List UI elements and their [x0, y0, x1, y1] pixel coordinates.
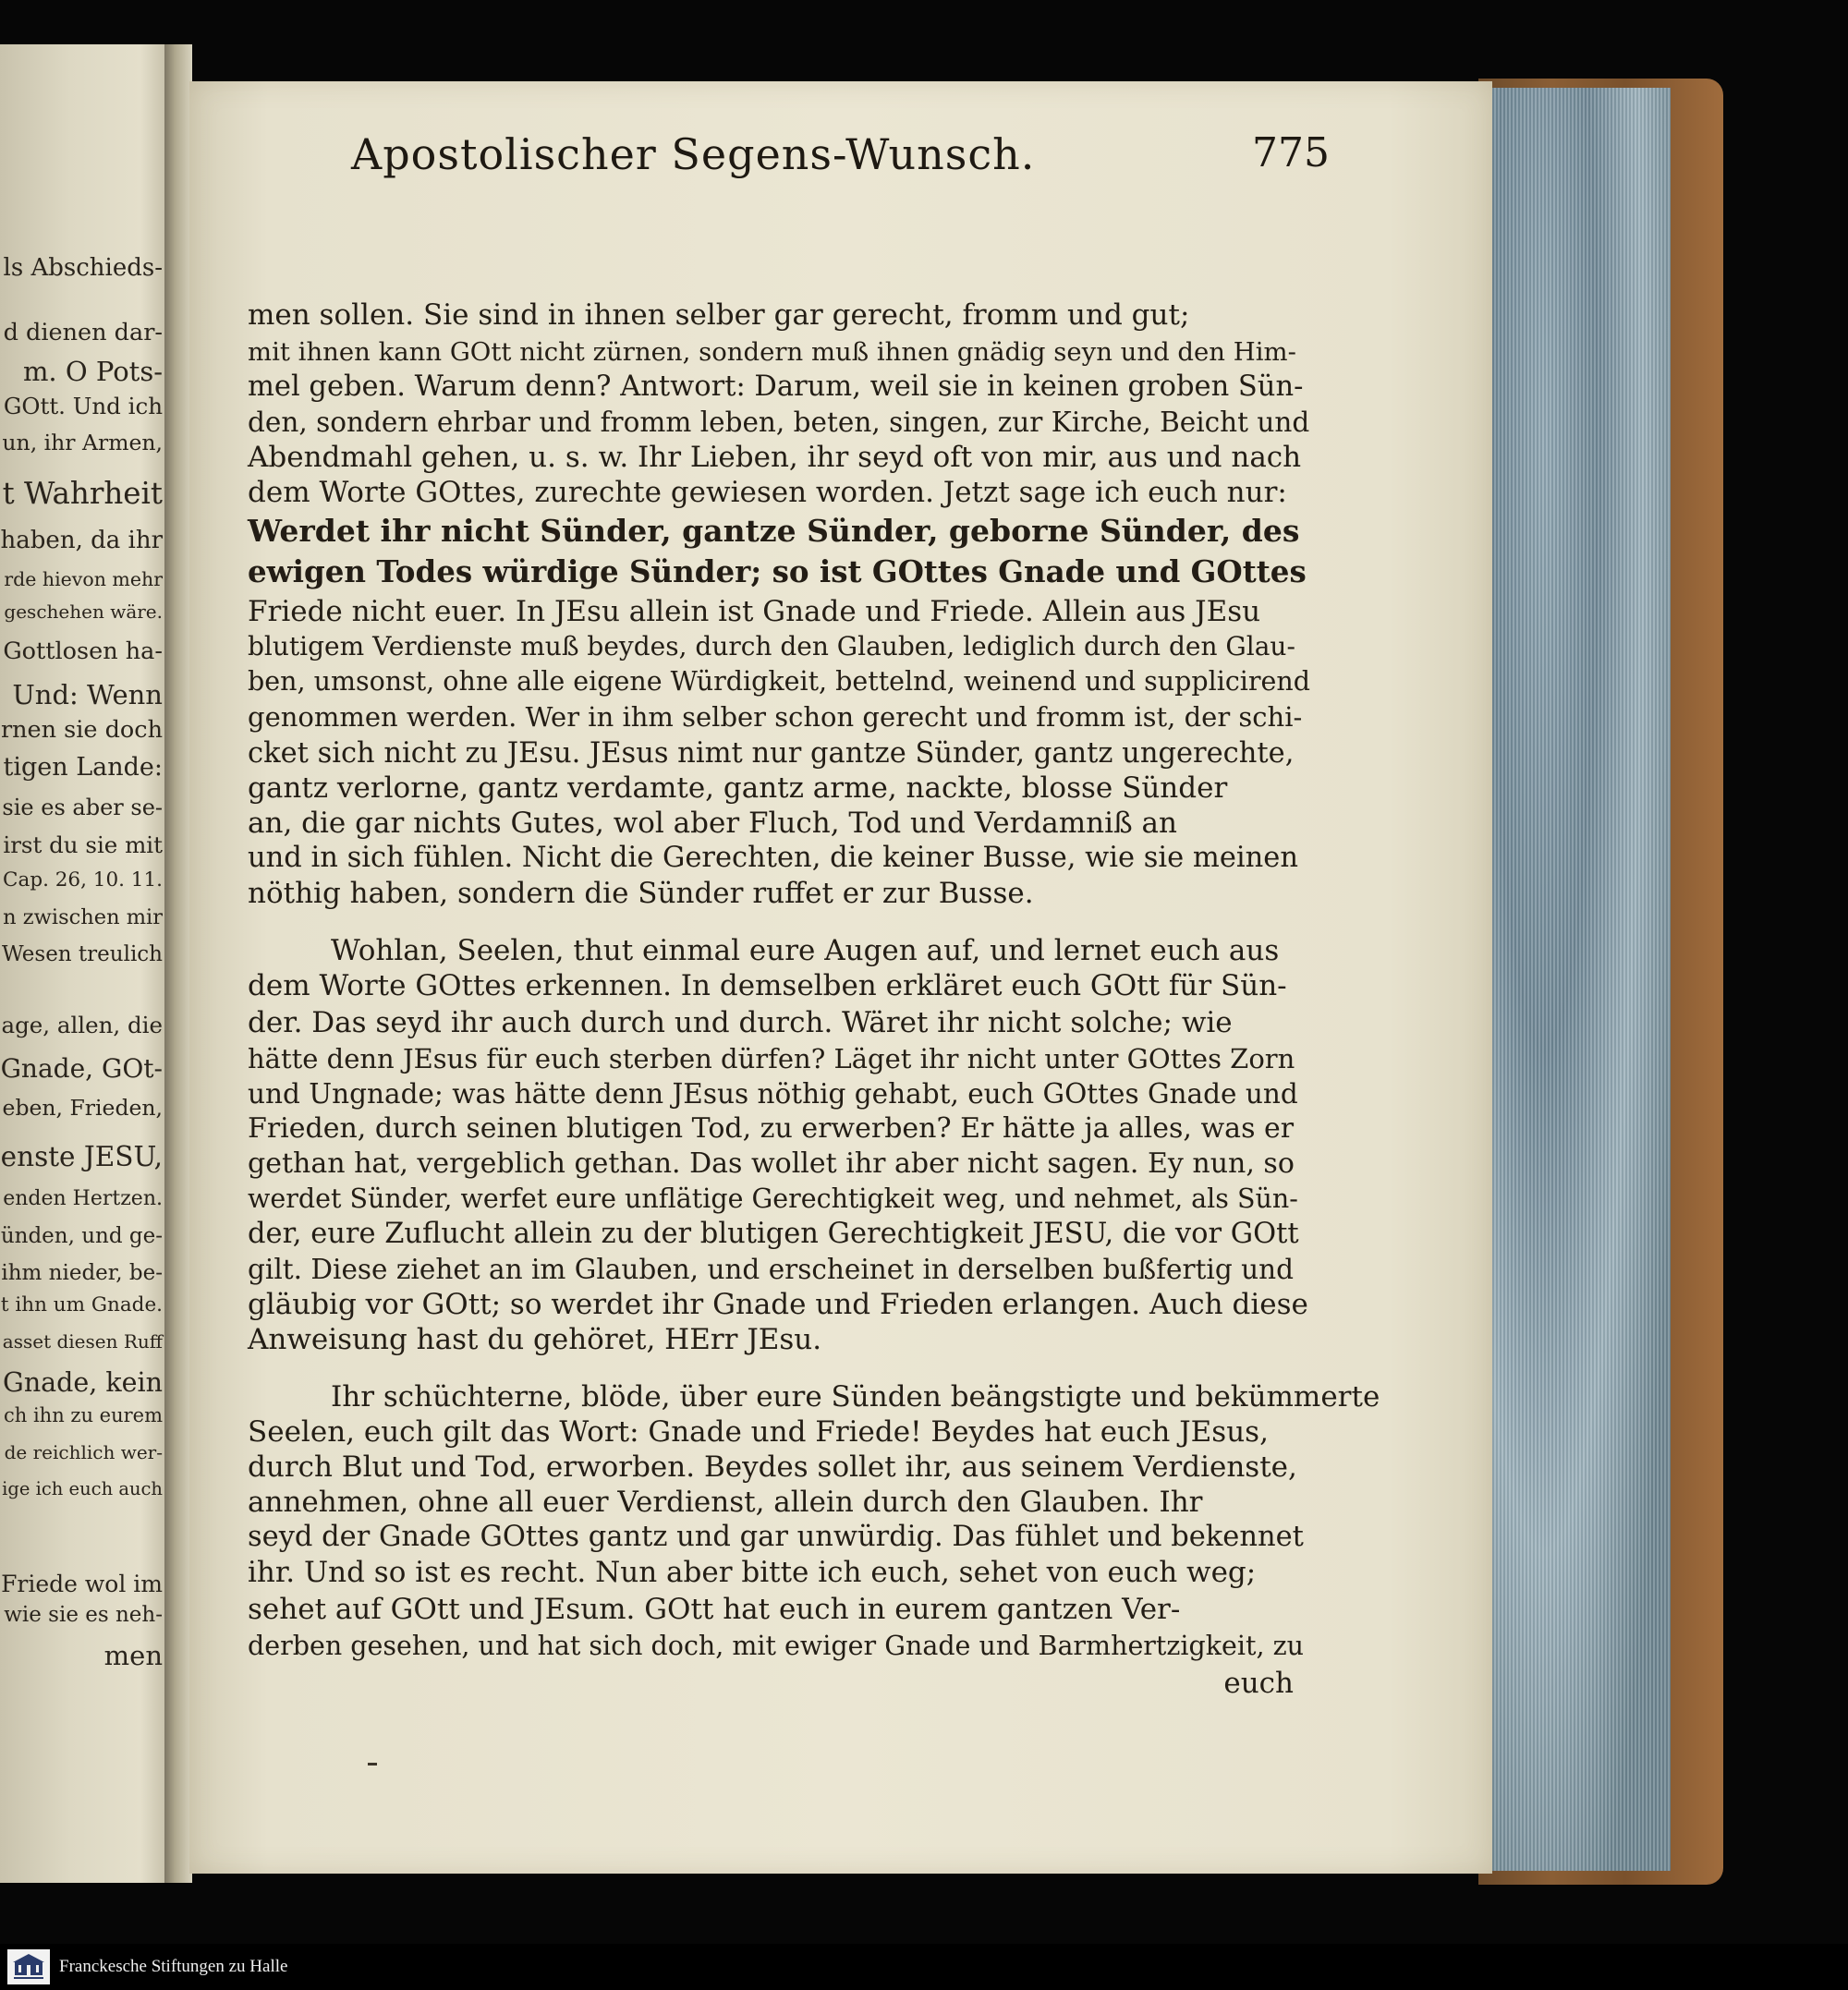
facing-page-line: n zwischen mir [3, 905, 163, 929]
facing-page-line: Wesen treulich [2, 942, 163, 966]
text-line: genommen werden. Wer in ihm selber schon gerecht und fromm ist, der schi- [248, 701, 1303, 733]
text-line: ihr. Und so ist es recht. Nun aber bitte ich euch, sehet von euch weg; [248, 1556, 1257, 1589]
printer-mark [368, 1763, 377, 1766]
text-line: sehet auf GOtt und JEsum. GOtt hat euch in eurem gantzen Ver- [248, 1593, 1181, 1626]
text-line: cket sich nicht zu JEsu. JEsus nimt nur gantze Sünder, gantz ungerechte, [248, 737, 1295, 770]
text-line: hätte denn JEsus für euch sterben dürfen? Läget ihr nicht unter GOttes Zorn [248, 1043, 1295, 1074]
facing-page-line: m. O Pots- [22, 356, 163, 387]
text-line: gantz verlorne, gantz verdamte, gantz arme, nackte, blosse Sünder [248, 771, 1228, 805]
text-line: mel geben. Warum denn? Antwort: Darum, weil sie in keinen groben Sün- [248, 370, 1304, 403]
text-line: men sollen. Sie sind in ihnen selber gar gerecht, fromm und gut; [248, 298, 1190, 332]
page-edges [1488, 88, 1671, 1871]
text-line: mit ihnen kann GOtt nicht zürnen, sondern muß ihnen gnädig seyn und den Him- [248, 337, 1296, 367]
running-head: Apostolischer Segens-Wunsch. [351, 129, 1036, 179]
facing-page-line: Und: Wenn [12, 679, 163, 710]
facing-page-line: ls Abschieds- [3, 254, 163, 282]
text-line: Abendmahl gehen, u. s. w. Ihr Lieben, ihr seyd oft von mir, aus und nach [248, 441, 1302, 474]
text-line: Frieden, durch seinen blutigen Tod, zu erwerben? Er hätte ja alles, was er [248, 1112, 1295, 1145]
text-line: ewigen Todes würdige Sünder; so ist GOttes Gnade und GOttes [248, 553, 1307, 589]
text-line: Seelen, euch gilt das Wort: Gnade und Friede! Beydes hat euch JEsus, [248, 1415, 1269, 1449]
facing-page-line: enste JESU, [0, 1141, 163, 1172]
text-line: Friede nicht euer. In JEsu allein ist Gnade und Friede. Allein aus JEsu [248, 595, 1261, 628]
facing-page [0, 44, 176, 1883]
facing-page-line: Cap. 26, 10. 11. [3, 868, 163, 892]
text-line: gethan hat, vergeblich gethan. Das wollet ihr aber nicht sagen. Ey nun, so [248, 1147, 1295, 1180]
facing-page-line: un, ihr Armen, [2, 430, 163, 455]
text-line: an, die gar nichts Gutes, wol aber Fluch, Tod und Verdamniß an [248, 807, 1178, 840]
facing-page-line: rde hievon mehr [4, 568, 163, 590]
facing-page-line: t ihn um Gnade. [0, 1293, 163, 1317]
text-line: Anweisung hast du gehöret, HErr JEsu. [248, 1323, 822, 1356]
institution-name: Franckesche Stiftungen zu Halle [59, 1957, 288, 1976]
facing-page-line: haben, da ihr [0, 527, 163, 554]
page-number: 775 [1252, 129, 1330, 176]
text-line: ben, umsonst, ohne alle eigene Würdigkeit, bettelnd, weinend und supplicirend [248, 666, 1311, 697]
institution-logo [7, 1949, 50, 1984]
text-line: dem Worte GOttes erkennen. In demselben erkläret euch GOtt für Sün- [248, 969, 1287, 1002]
facing-page-line: Gottlosen ha- [3, 637, 163, 665]
facing-page-line: ch ihn zu eurem [4, 1404, 163, 1426]
text-line: blutigem Verdienste muß beydes, durch den Glauben, lediglich durch den Glau- [248, 631, 1295, 661]
text-line: der. Das seyd ihr auch durch und durch. Wäret ihr nicht solche; wie [248, 1006, 1233, 1039]
facing-page-line: de reichlich wer- [4, 1441, 163, 1463]
text-line: den, sondern ehrbar und fromm leben, beten, singen, zur Kirche, Beicht und [248, 406, 1310, 438]
text-line: euch [1223, 1667, 1294, 1700]
facing-page-line: GOtt. Und ich [3, 393, 163, 419]
text-line: derben gesehen, und hat sich doch, mit ewiger Gnade und Barmhertzigkeit, zu [248, 1631, 1304, 1661]
facing-page-line: sie es aber se- [2, 795, 163, 820]
text-line: seyd der Gnade GOttes gantz und gar unwürdig. Das fühlet und bekennet [248, 1521, 1304, 1553]
text-line: annehmen, ohne all euer Verdienst, allein durch den Glauben. Ihr [248, 1486, 1203, 1519]
text-line: werdet Sünder, werfet eure unflätige Gerechtigkeit weg, und nehmet, als Sün- [248, 1183, 1298, 1214]
text-line: nöthig haben, sondern die Sünder ruffet er zur Busse. [248, 877, 1034, 910]
facing-page-line: ige ich euch auch [2, 1478, 163, 1499]
facing-page-line: eben, Frieden, [2, 1095, 163, 1121]
facing-page-line: ünden, und ge- [0, 1224, 163, 1248]
facing-page-line: rnen sie doch [0, 716, 163, 744]
text-line: dem Worte GOttes, zurechte gewiesen worden. Jetzt sage ich euch nur: [248, 476, 1287, 509]
facing-page-line: tigen Lande: [3, 753, 163, 782]
text-line: der, eure Zuflucht allein zu der blutigen Gerechtigkeit JESU, die vor GOtt [248, 1218, 1299, 1250]
facing-page-line: enden Hertzen. [3, 1187, 163, 1210]
building-icon [11, 1951, 46, 1983]
text-line: und in sich fühlen. Nicht die Gerechten, die keiner Busse, wie sie meinen [248, 842, 1298, 874]
facing-page-line: wie sie es neh- [4, 1603, 163, 1627]
facing-page-line: t Wahrheit [2, 476, 163, 511]
facing-page-line: d dienen dar- [3, 319, 163, 346]
text-line: Ihr schüchterne, blöde, über eure Sünden beängstigte und bekümmerte [331, 1380, 1380, 1414]
facing-page-line: ihm nieder, be- [1, 1261, 163, 1285]
text-line: gilt. Diese ziehet an im Glauben, und erscheinet in derselben bußfertig und [248, 1254, 1295, 1285]
facing-page-line: Gnade, GOt- [0, 1053, 163, 1084]
text-line: gläubig vor GOtt; so werdet ihr Gnade und Frieden erlangen. Auch diese [248, 1288, 1308, 1321]
facing-page-line: irst du sie mit [3, 831, 163, 858]
book-gutter [164, 44, 192, 1883]
footer-bar [0, 1944, 1848, 1990]
facing-page-line: age, allen, die [1, 1012, 163, 1038]
facing-page-line: geschehen wäre. [4, 601, 163, 623]
facing-page-line: Gnade, kein [3, 1367, 163, 1398]
text-line: Wohlan, Seelen, thut einmal eure Augen auf, und lernet euch aus [331, 934, 1280, 967]
facing-page-line: Friede wol im [1, 1571, 163, 1597]
text-line: und Ungnade; was hätte denn JEsus nöthig gehabt, euch GOttes Gnade und [248, 1078, 1298, 1110]
text-line: durch Blut und Tod, erworben. Beydes sollet ihr, aus seinem Verdienste, [248, 1450, 1297, 1484]
text-line: Werdet ihr nicht Sünder, gantze Sünder, geborne Sünder, des [248, 513, 1300, 549]
facing-page-line: asset diesen Ruff [2, 1330, 163, 1353]
facing-page-line: men [103, 1640, 163, 1671]
